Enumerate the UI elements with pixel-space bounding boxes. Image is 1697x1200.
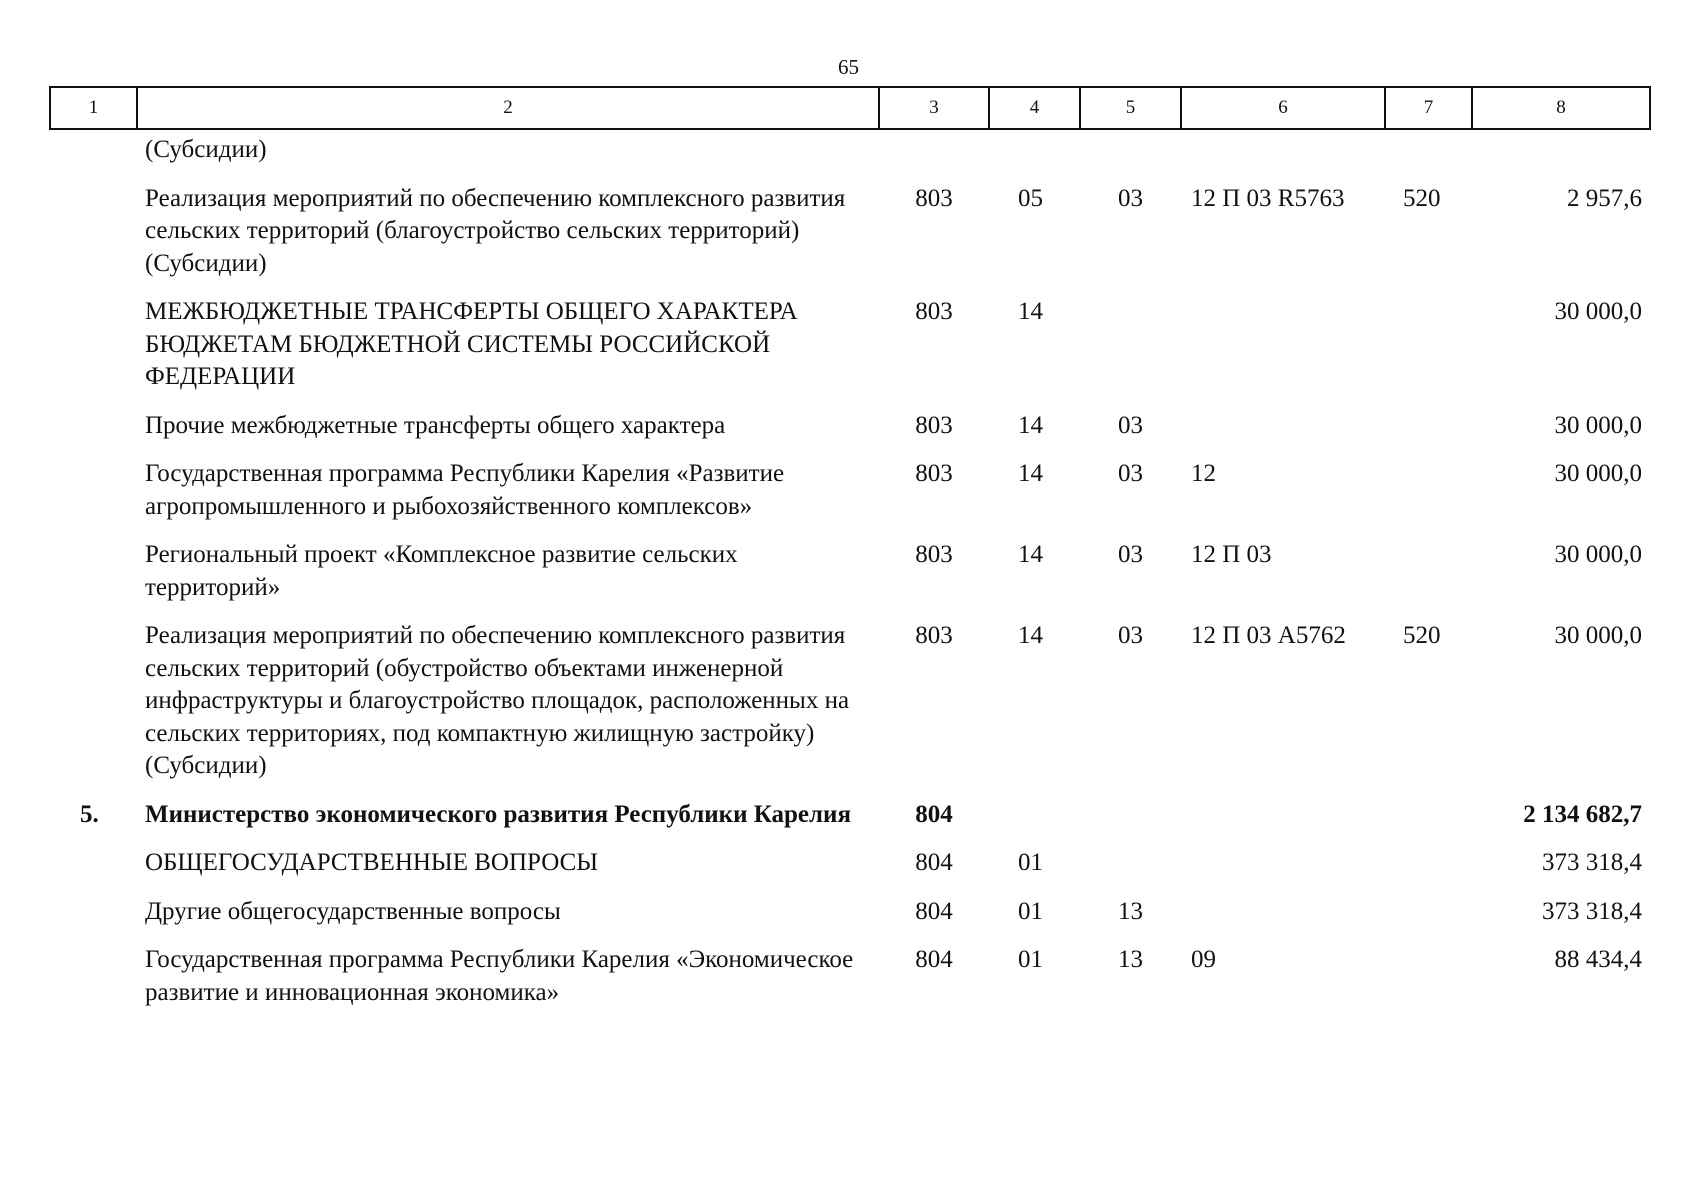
row-subsection-code <box>1080 296 1181 410</box>
row-subsection-code: 03 <box>1118 184 1143 212</box>
row-ministry-code: 803 <box>915 622 953 649</box>
header-col-3: 3 <box>879 87 989 129</box>
row-amount: 30 000,0 <box>1554 460 1642 487</box>
header-col-6: 6 <box>1181 87 1385 129</box>
row-name: Прочие межбюджетные трансферты общего характера <box>145 411 726 439</box>
row-target-article <box>1181 896 1385 945</box>
row-expense-type: 520 <box>1403 184 1441 212</box>
row-amount: 2 957,6 <box>1567 184 1642 212</box>
header-row <box>50 87 1650 129</box>
row-amount: 2 134 682,7 <box>1523 800 1642 828</box>
row-subsection-code: 03 <box>1118 460 1143 487</box>
row-target-article: 12 <box>1191 460 1216 487</box>
table-row <box>50 799 1650 848</box>
row-number <box>50 896 137 945</box>
row-name: (Субсидии) <box>145 136 267 163</box>
row-number <box>50 944 137 1025</box>
row-name: Другие общегосударственные вопросы <box>145 897 561 925</box>
row-section-code <box>989 799 1080 848</box>
row-expense-type: 520 <box>1403 622 1441 649</box>
row-number <box>50 296 137 410</box>
row-expense-type <box>1385 944 1472 1025</box>
row-expense-type <box>1385 847 1472 896</box>
table-body <box>50 129 1650 1025</box>
row-name: Государственная программа Республики Карелия «Экономическое развитие и инновационная экономика» <box>145 946 854 1006</box>
row-amount: 30 000,0 <box>1554 622 1642 649</box>
row-subsection-code: 03 <box>1118 411 1143 439</box>
table-row <box>50 410 1650 459</box>
table-row <box>50 458 1650 539</box>
row-expense-type <box>1385 410 1472 459</box>
row-ministry-code: 803 <box>915 411 953 439</box>
row-target-article: 09 <box>1191 946 1216 973</box>
header-col-4: 4 <box>989 87 1080 129</box>
row-section-code: 14 <box>1018 541 1043 568</box>
table-row <box>50 847 1650 896</box>
row-target-article <box>1181 410 1385 459</box>
row-expense-type <box>1385 539 1472 620</box>
row-name: ОБЩЕГОСУДАРСТВЕННЫЕ ВОПРОСЫ <box>145 849 599 876</box>
page-number: 65 <box>838 55 859 79</box>
row-amount: 373 318,4 <box>1542 849 1642 876</box>
header-col-1: 1 <box>50 87 137 129</box>
row-subsection-code <box>1080 129 1181 183</box>
row-name: Реализация мероприятий по обеспечению комплексного развития сельских территорий (благоустройство сельских территорий) (Субсидии) <box>145 184 846 277</box>
table-row <box>50 129 1650 183</box>
row-target-article: 12 П 03 А5762 <box>1191 622 1346 649</box>
row-amount: 88 434,4 <box>1554 946 1642 973</box>
budget-table <box>49 86 1651 1025</box>
row-section-code: 01 <box>1018 849 1043 876</box>
row-expense-type <box>1385 458 1472 539</box>
table-row <box>50 620 1650 799</box>
row-number <box>50 183 137 297</box>
row-name: МЕЖБЮДЖЕТНЫЕ ТРАНСФЕРТЫ ОБЩЕГО ХАРАКТЕРА БЮДЖЕТАМ БЮДЖЕТНОЙ СИСТЕМЫ РОССИЙСКОЙ ФЕДЕРАЦИИ <box>145 298 798 390</box>
table-row <box>50 896 1650 945</box>
table-header <box>50 87 1650 129</box>
row-target-article: 12 П 03 <box>1191 541 1272 568</box>
row-section-code: 14 <box>1018 622 1043 649</box>
row-amount: 30 000,0 <box>1554 298 1642 325</box>
row-ministry-code: 803 <box>915 460 953 487</box>
row-name: Государственная программа Республики Карелия «Развитие агропромышленного и рыбохозяйственного комплексов» <box>145 460 785 520</box>
row-target-article <box>1181 129 1385 183</box>
header-col-5: 5 <box>1080 87 1181 129</box>
row-subsection-code <box>1080 799 1181 848</box>
row-section-code: 05 <box>1018 184 1043 212</box>
row-number <box>50 847 137 896</box>
row-subsection-code <box>1080 847 1181 896</box>
header-col-2: 2 <box>137 87 879 129</box>
row-number <box>50 620 137 799</box>
row-name: Министерство экономического развития Республики Карелия <box>145 800 851 828</box>
row-ministry-code: 804 <box>915 946 953 973</box>
row-amount: 30 000,0 <box>1554 541 1642 568</box>
table-row <box>50 183 1650 297</box>
row-ministry-code: 803 <box>915 184 953 212</box>
row-expense-type <box>1385 896 1472 945</box>
row-name: Региональный проект «Комплексное развитие сельских территорий» <box>145 541 738 601</box>
row-name: Реализация мероприятий по обеспечению комплексного развития сельских территорий (обустройство объектами инженерной инфраструктуры и благоустройство площадок, расположенных на сельских территориях, под компактную жилищную застройку) (Субсидии) <box>145 622 850 779</box>
row-section-code: 14 <box>1018 460 1043 487</box>
row-ministry-code: 804 <box>915 897 953 925</box>
row-amount: 30 000,0 <box>1554 411 1642 439</box>
row-ministry-code: 803 <box>915 541 953 568</box>
row-subsection-code: 03 <box>1118 622 1143 649</box>
row-number: 5. <box>80 800 99 828</box>
row-subsection-code: 13 <box>1118 946 1143 973</box>
table-row <box>50 296 1650 410</box>
row-target-article <box>1181 847 1385 896</box>
row-section-code: 01 <box>1018 946 1043 973</box>
row-ministry-code: 803 <box>915 298 953 325</box>
row-expense-type <box>1385 296 1472 410</box>
row-amount: 373 318,4 <box>1542 897 1642 925</box>
row-expense-type <box>1385 799 1472 848</box>
row-ministry-code: 804 <box>915 800 953 828</box>
row-subsection-code: 13 <box>1118 897 1143 925</box>
header-col-8: 8 <box>1472 87 1650 129</box>
row-section-code <box>989 129 1080 183</box>
row-target-article <box>1181 296 1385 410</box>
row-number <box>50 129 137 183</box>
table-row <box>50 944 1650 1025</box>
row-subsection-code: 03 <box>1118 541 1143 568</box>
row-number <box>50 458 137 539</box>
row-amount <box>1472 129 1650 183</box>
row-number <box>50 410 137 459</box>
row-target-article: 12 П 03 R5763 <box>1191 184 1345 212</box>
row-section-code: 14 <box>1018 411 1043 439</box>
row-ministry-code: 804 <box>915 849 953 876</box>
row-expense-type <box>1385 129 1472 183</box>
row-number <box>50 539 137 620</box>
row-target-article <box>1181 799 1385 848</box>
header-col-7: 7 <box>1385 87 1472 129</box>
table-row <box>50 539 1650 620</box>
row-section-code: 14 <box>1018 298 1043 325</box>
row-ministry-code <box>879 129 989 183</box>
row-section-code: 01 <box>1018 897 1043 925</box>
